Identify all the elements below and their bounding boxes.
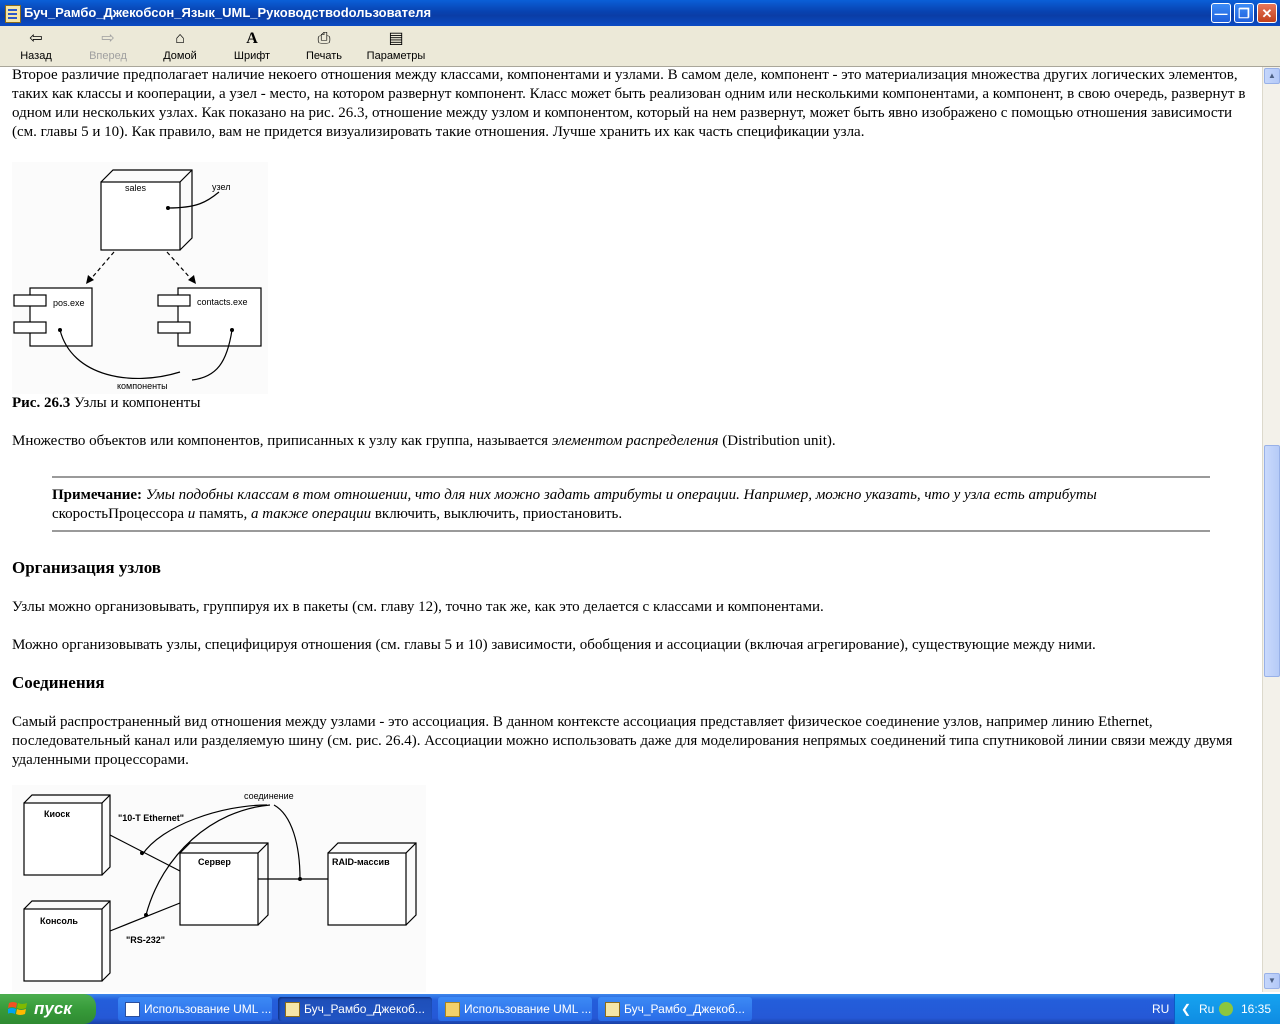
down-arrow-icon: ▼ — [1268, 976, 1276, 985]
paragraph: Самый распространенный вид отношения между узлами - это ассоциация. В данном контексте ассоциация представляет физическое соединение узлов, например линию Ethernet, последовательный канал или разделяемую шину (см. рис. 26.4). Ассоциации можно использовать даже для моделирования непрямых соединений типа спутниковой линии связи между двумя удаленными процессорами. — [12, 714, 1233, 768]
taskbar-button[interactable] — [118, 997, 272, 1021]
caption-text: Узлы и компоненты — [70, 395, 201, 411]
home-icon: ⌂ — [175, 30, 185, 47]
connection-note-label: соединение — [244, 791, 294, 801]
caption-number: Рис. 26.3 — [12, 395, 71, 411]
node-label: Консоль — [40, 916, 78, 926]
clock[interactable]: 16:35 — [1241, 1002, 1272, 1016]
paragraph: Узлы можно организовывать, группируя их в пакеты (см. главу 12), точно так же, как это делается с классами и компонентами. — [12, 599, 824, 615]
anchor-dot — [140, 851, 144, 855]
forward-label: Вперед — [89, 50, 127, 62]
print-label: Печать — [305, 50, 343, 62]
forward-button[interactable] — [76, 28, 140, 64]
help-document-icon — [285, 1002, 300, 1017]
note-label: Примечание: — [52, 487, 143, 503]
note-text: и — [183, 506, 199, 522]
anchor-dot — [298, 877, 302, 881]
taskbar-button-label: Буч_Рамбо_Джекоб... — [624, 1002, 745, 1016]
back-button[interactable] — [4, 28, 68, 64]
note-text: память — [198, 506, 244, 522]
text: (Distribution unit). — [718, 433, 836, 449]
figure-connections — [12, 785, 426, 992]
window-title: Буч_Рамбо_Джекобсон_Язык_UML_Руководствоdользователя — [24, 5, 432, 20]
taskbar-button[interactable] — [598, 997, 752, 1021]
font-button[interactable] — [220, 28, 284, 64]
taskbar-button-label: Использование UML ... — [464, 1002, 592, 1016]
anchor-dot — [58, 328, 62, 332]
taskbar-button-label: Буч_Рамбо_Джекоб... — [304, 1002, 425, 1016]
note-divider-top — [52, 476, 1210, 478]
section-heading: Соединения — [12, 673, 105, 692]
node-label: Киоск — [44, 809, 70, 819]
start-label: пуск — [34, 999, 72, 1018]
font-label: Шрифт — [233, 50, 271, 62]
node-label: sales — [125, 183, 147, 193]
scroll-up-button[interactable] — [1264, 68, 1280, 84]
forward-arrow-icon: ⇨ — [101, 30, 115, 47]
maximize-button[interactable] — [1234, 3, 1254, 23]
system-tray — [1174, 994, 1280, 1024]
component-label: pos.exe — [53, 298, 85, 308]
up-arrow-icon: ▲ — [1268, 71, 1276, 80]
node-note-label: узел — [212, 182, 231, 192]
back-arrow-icon: ⇦ — [29, 30, 43, 47]
minimize-button[interactable] — [1211, 3, 1231, 23]
close-button[interactable] — [1257, 3, 1277, 23]
note — [52, 486, 1212, 524]
windows-logo-icon — [8, 1000, 28, 1018]
restore-icon: ❐ — [1238, 6, 1250, 21]
toolbar — [0, 26, 1280, 67]
minimize-icon: — — [1214, 6, 1228, 21]
options-label: Параметры — [366, 50, 426, 62]
paragraph: Можно организовывать узлы, специфицируя отношения (см. главы 5 и 10) зависимости, обобщения и ассоциации (включая агрегирование), существующие между ними. — [12, 637, 1096, 653]
figure-nodes-and-components — [12, 162, 268, 394]
tray-language[interactable]: Ru — [1199, 1002, 1215, 1016]
home-button[interactable] — [148, 28, 212, 64]
network-icon[interactable] — [1219, 1002, 1233, 1016]
node-label: RAID-массив — [332, 857, 390, 867]
components-note-label: компоненты — [117, 381, 168, 391]
association-label: "10-T Ethernet" — [118, 813, 185, 823]
print-button[interactable] — [292, 28, 356, 64]
start-button[interactable] — [0, 994, 96, 1024]
help-document-icon — [5, 5, 21, 23]
note-text: , а также операции — [243, 506, 375, 522]
dependency-arrowhead — [86, 275, 94, 284]
term: элементом распределения — [551, 433, 719, 449]
anchor-dot — [144, 913, 148, 917]
taskbar-button[interactable] — [438, 997, 592, 1021]
taskbar-button-label: Использование UML ... — [144, 1002, 272, 1016]
dependency-arrowhead — [188, 275, 196, 284]
tray-arrow-icon[interactable]: ❮ — [1181, 1002, 1192, 1016]
taskbar-button[interactable] — [278, 997, 432, 1021]
component-label: contacts.exe — [197, 297, 248, 307]
word-document-icon — [125, 1002, 140, 1017]
anchor-dot — [230, 328, 234, 332]
anchor-dot — [166, 206, 170, 210]
title-bar — [0, 0, 1280, 26]
language-indicator[interactable]: RU — [1152, 1002, 1170, 1016]
home-label: Домой — [163, 50, 197, 62]
options-icon: ▤ — [388, 30, 404, 47]
figure-caption — [12, 394, 1252, 413]
association-label: "RS-232" — [126, 935, 166, 945]
help-content-pane — [0, 67, 1262, 992]
scroll-down-button[interactable] — [1264, 973, 1280, 989]
vertical-scrollbar[interactable] — [1262, 67, 1280, 992]
taskbar — [0, 994, 1280, 1024]
scroll-thumb[interactable] — [1264, 445, 1280, 677]
note-text: Умы подобны классам в том отношении, что для них можно задать атрибуты и операции. Например, можно указать, что у узла есть атрибуты — [142, 487, 1097, 503]
folder-icon — [445, 1002, 460, 1017]
options-button[interactable] — [364, 28, 428, 64]
note-text: включить, выключить, приостановить. — [374, 506, 623, 522]
note-text: скоростьПроцессора — [52, 506, 184, 522]
paragraph: Второе различие предполагает наличие некоего отношения между классами, компонентами и узлами. В самом деле, компонент - это материализация множества других логических элементов, таких как классы и кооперации, а узел - место, на котором развернут компонент. Класс может быть реализован одним или несколькими компонентами, а компонент, в свою очередь, развернут в одном или нескольких узлах. Как показано на рис. 26.3, отношение между узлом и компонентом, который на нем развернут, может быть явно изображено с помощью отношения зависимости (см. главы 5 и 10). Как правило, вам не придется визуализировать такие отношения. Лучше хранить их как часть спецификации узла. — [12, 67, 1246, 140]
text: Множество объектов или компонентов, приписанных к узлу как группа, называется — [12, 433, 552, 449]
help-document-icon — [605, 1002, 620, 1017]
back-label: Назад — [20, 50, 52, 62]
font-icon: A — [246, 30, 258, 47]
paragraph — [12, 432, 1252, 451]
note-divider-bottom — [52, 530, 1210, 532]
node-label: Сервер — [198, 857, 231, 867]
printer-icon: ⎙ — [317, 30, 331, 47]
section-heading: Организация узлов — [12, 558, 161, 577]
close-icon: ✕ — [1261, 6, 1273, 21]
